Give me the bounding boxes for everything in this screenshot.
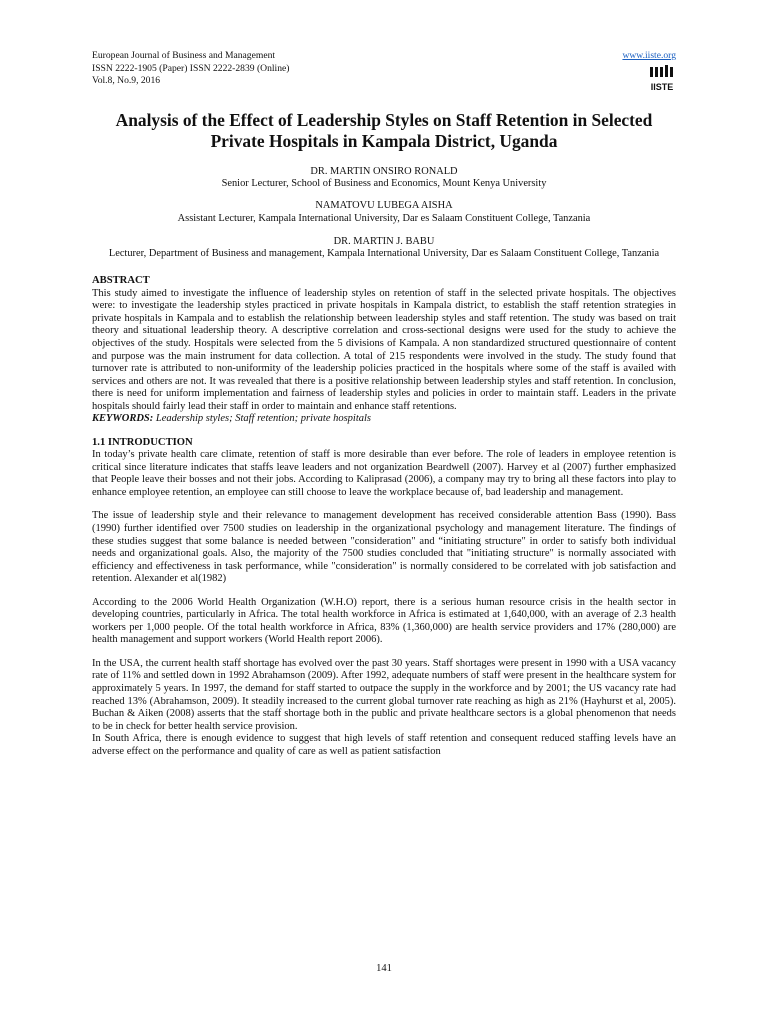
section-heading: 1.1 INTRODUCTION	[92, 436, 193, 448]
journal-header	[92, 50, 676, 92]
issn: ISSN 2222-1905 (Paper) ISSN 2222-2839 (Online)	[92, 62, 290, 74]
author-2	[92, 200, 676, 226]
author-affiliation: Assistant Lecturer, Kampala International University, Dar es Salaam Constituent College, Tanzania	[177, 212, 591, 224]
author-name: DR. MARTIN J. BABU	[333, 235, 435, 247]
page	[92, 50, 676, 758]
iiste-logo-icon	[648, 65, 676, 93]
author-3	[92, 236, 676, 262]
author-affiliation: Lecturer, Department of Business and management, Kampala International University, Dar es Salaam Constituent College, Tanzania	[108, 248, 660, 260]
paragraph: In the USA, the current health staff shortage has evolved over the past 30 years. Staff shortages were present in 1990 with a USA vacancy rate of 11% and settled down in 1992 Abrahamson (2009). After 1992, adequate numbers of staff were present in the healthcare system for approximately 5 years. In 1997, the demand for staff started to outpace the supply in the workforce and by 2001; the US vacancy rate had reached 13% (Abrahamson, 2009). It steadily increased to the current global turnover rate reaching as high as 21% (Hayhurst et al, 2005). Buchan & Aiken (2008) asserts that the staff shortage both in the public and private healthcare sectors is a global phenomenon that needs to be in check for better health service provision.	[92, 657, 676, 732]
author-affiliation: Senior Lecturer, School of Business and Economics, Mount Kenya University	[221, 178, 547, 190]
paragraph: In today’s private health care climate, retention of staff is more desirable than ever before. The role of leaders in employee retention is critical since literature indicates that staffs leave leaders and not organization Beardwell (2007). Harvey et al (2007) further emphasized that People leave their bosses and not their jobs. According to Kaliprasad (2006), a company may try to bring all these factors into play to enhance employee retention, an employee can still choose to leave the workplace because of, bad leadership and management.	[92, 449, 676, 498]
paragraph: The issue of leadership style and their relevance to management development has received considerable attention Bass (1990). Bass (1990) further identified over 7500 studies on leadership in the organizational psychology and management literature. The findings of these studies suggest that some balance is needed between "consideration" and “initiating structure" in order to satisfy both individual needs and organizational goals. Also, the majority of the 7500 studies concluded that "initiating structure" is normally associated with efficiency and effectiveness in task performance, while "consideration" is normally considered to be correlated with job satisfaction and retention. Alexander et al(1982)	[92, 510, 676, 585]
journal-name: European Journal of Business and Management	[92, 50, 276, 61]
paper-title: Analysis of the Effect of Leadership Styles on Staff Retention in Selected Private Hospitals in Kampala District, Uganda	[115, 109, 653, 151]
author-1	[92, 166, 676, 192]
abstract-heading: ABSTRACT	[92, 275, 150, 287]
page-number: 141	[376, 963, 392, 974]
abstract-text: This study aimed to investigate the influence of leadership styles on retention of staff in the selected private hospitals. The objectives were: to investigate the leadership styles practiced in private hospitals in Kampala district, to establish the staff retention strategies in private hospitals in Kampala and to establish the relationship between leadership styles and staff retention. The study was based on trait theory and situational leadership theory. A descriptive correlation and cross-sectional designs were used for the study to achieve the objectives of the study. Hospitals were selected from the 5 divisions of Kampala. A non standardized structured questionnaire of content and purpose was the main instrument for data collection. A total of 215 respondents were involved in the study. The study found that turnover rate is attributed to non-uniformity of the leadership policies practiced in the hospitals where some of the staff is availed with services and others are not. It was revealed that there is a positive relationship between leadership styles and staff retention. In conclusion, there is need for uniform implementation and fairness of leadership styles and policies in order to maintain staff. Leaders in the private hospitals should fairly lead their staff in order to maintain and enhance staff retentions.	[92, 287, 676, 412]
keywords-label: KEYWORDS:	[92, 413, 154, 425]
svg-text:IISTE: IISTE	[650, 82, 674, 92]
keywords	[92, 413, 676, 426]
paragraph: According to the 2006 World Health Organization (W.H.O) report, there is a serious human resource crisis in the health sector in developing countries, particularly in Africa. The total health workforce in Africa is estimated at 1,640,000, with an average of 2.3 health workers per 1,000 people. Of the total health workforce in Africa, 83% (1,360,000) are health service providers and 17% (280,000) are health management and support workers (World Health report 2006).	[92, 596, 676, 646]
keywords-text: Leadership styles; Staff retention; private hospitals	[155, 413, 372, 425]
author-name: DR. MARTIN ONSIRO RONALD	[310, 165, 458, 177]
author-name: NAMATOVU LUBEGA AISHA	[315, 200, 453, 212]
paragraph: In South Africa, there is enough evidence to suggest that high levels of staff retention and consequent reduced staffing levels have an adverse effect on the performance and quality of care as well as patient satisfaction	[92, 733, 676, 757]
volume: Vol.8, No.9, 2016	[92, 75, 161, 86]
journal-url-link[interactable]: www.iiste.org	[622, 50, 676, 61]
